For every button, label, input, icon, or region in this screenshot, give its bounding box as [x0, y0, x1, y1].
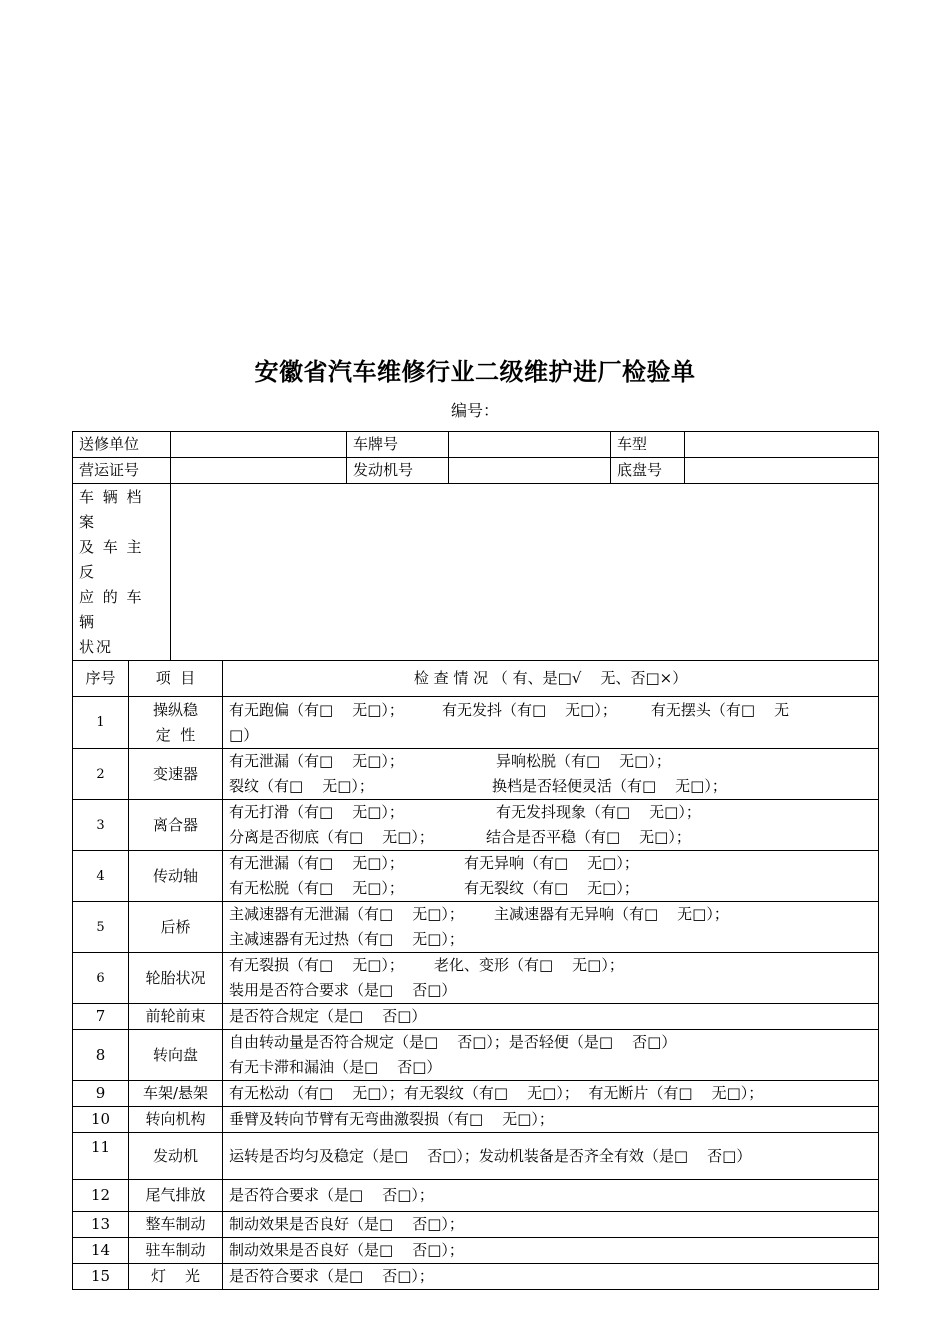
row-number: 1 [73, 697, 129, 749]
check-item-text: 自由转动量是否符合规定（是□ 否□）；是否轻便（是□ 否□） [229, 1033, 677, 1051]
check-item-text: 有无泄漏（有□ 无□）； [229, 854, 404, 872]
check-item-text: 有无松动（有□ 无□）；有无裂纹（有□ 无□）； 有无断片（有□ 无□）； [229, 1084, 764, 1102]
engine-no-field[interactable] [449, 458, 611, 484]
inspection-row [73, 1180, 879, 1212]
row-check-content [223, 1264, 879, 1290]
check-item-text: 主减速器有无泄漏（有□ 无□）； [229, 905, 464, 923]
check-item-text: 有无发抖（有□ 无□）； [441, 700, 617, 719]
row-item [129, 1264, 223, 1290]
check-item-text: 有无裂损（有□ 无□）； [229, 956, 404, 974]
item-line: 尾气排放 [145, 1186, 206, 1204]
item-line: 传动轴 [153, 866, 199, 885]
row-item [129, 1238, 223, 1264]
check-line [229, 749, 872, 774]
inspection-row [73, 1238, 879, 1264]
chassis-no-field[interactable] [685, 458, 879, 484]
row-number: 10 [73, 1107, 129, 1133]
row-number: 4 [73, 851, 129, 902]
check-line [229, 1238, 872, 1263]
check-line [229, 1144, 872, 1169]
row-item [129, 749, 223, 800]
row-check-content [223, 953, 879, 1004]
row-number: 11 [73, 1133, 129, 1180]
row-item [129, 953, 223, 1004]
item-line: 变速器 [153, 764, 199, 783]
inspection-row [73, 1004, 879, 1030]
row-check-content [223, 902, 879, 953]
dossier-line: 状况 [79, 638, 114, 656]
inspection-row [73, 953, 879, 1004]
check-line [229, 978, 872, 1003]
check-item-text: 有无卡滞和漏油（是□ 否□） [229, 1058, 442, 1076]
dossier-line: 车 辆 档 案 [79, 488, 144, 531]
check-item-text: 有无松脱（有□ 无□）； [229, 879, 404, 897]
check-item-text: 是否符合规定（是□ 否□） [229, 1007, 427, 1025]
item-line: 前轮前束 [145, 1007, 206, 1025]
row-item [129, 800, 223, 851]
check-item-text: 是否符合要求（是□ 否□）； [229, 1186, 434, 1204]
check-line [229, 774, 872, 799]
row-number: 5 [73, 902, 129, 953]
row-item [129, 697, 223, 749]
check-line [229, 1107, 872, 1132]
item-line: 操纵稳 [153, 700, 199, 719]
inspection-row [73, 1212, 879, 1238]
row-number: 9 [73, 1081, 129, 1107]
row-item [129, 1081, 223, 1107]
operation-cert-field[interactable] [171, 458, 347, 484]
check-item-text: 主减速器有无过热（有□ 无□）； [229, 930, 464, 948]
inspection-row [73, 697, 879, 749]
check-item-text: 制动效果是否良好（是□ 否□）； [229, 1215, 464, 1233]
row-check-content [223, 1180, 879, 1212]
col-header-no: 序号 [73, 661, 129, 697]
inspection-row [73, 800, 879, 851]
check-item-text: 有无发抖现象（有□ 无□）； [495, 803, 701, 821]
send-unit-field[interactable] [171, 432, 347, 458]
item-line: 转向盘 [153, 1045, 199, 1064]
row-check-content [223, 800, 879, 851]
row-check-content [223, 749, 879, 800]
inspection-row [73, 749, 879, 800]
check-line [229, 902, 872, 927]
check-line [229, 953, 872, 978]
plate-no-field[interactable] [449, 432, 611, 458]
check-line [229, 723, 872, 748]
row-number: 8 [73, 1030, 129, 1081]
check-line [229, 698, 872, 723]
check-item-text: □） [229, 725, 259, 744]
row-number: 7 [73, 1004, 129, 1030]
dossier-line: 及 车 主 反 [79, 538, 144, 581]
check-item-text: 是否符合要求（是□ 否□）； [229, 1267, 434, 1285]
item-line: 整车制动 [145, 1215, 206, 1233]
check-item-text: 制动效果是否良好（是□ 否□）； [229, 1241, 464, 1259]
check-line [229, 1212, 872, 1237]
col-header-item: 项 目 [129, 661, 223, 697]
check-item-text: 分离是否彻底（有□ 无□）； [229, 828, 434, 846]
check-item-text: 有无摆头（有□ 无 [650, 700, 790, 719]
row-number: 14 [73, 1238, 129, 1264]
inspection-row [73, 1030, 879, 1081]
vehicle-dossier-label [73, 484, 171, 661]
item-line: 后桥 [160, 917, 191, 936]
item-line: 离合器 [153, 815, 199, 834]
row-number: 2 [73, 749, 129, 800]
row-item [129, 1212, 223, 1238]
check-item-text: 运转是否均匀及稳定（是□ 否□）；发动机装备是否齐全有效（是□ 否□） [229, 1146, 752, 1165]
row-check-content [223, 1004, 879, 1030]
check-item-text: 换档是否轻便灵活（有□ 无□）； [491, 777, 727, 795]
inspection-row [73, 1081, 879, 1107]
check-line [229, 1264, 872, 1289]
check-line [229, 825, 872, 850]
send-unit-label: 送修单位 [73, 432, 171, 458]
inspection-row [73, 1133, 879, 1180]
row-check-content [223, 1030, 879, 1081]
row-item [129, 1180, 223, 1212]
inspection-row [73, 902, 879, 953]
check-item-text: 异响松脱（有□ 无□）； [495, 752, 671, 770]
check-line [229, 800, 872, 825]
check-item-text: 有无裂纹（有□ 无□）； [463, 879, 639, 897]
row-check-content [223, 1107, 879, 1133]
row-check-content [223, 1238, 879, 1264]
check-line [229, 1004, 872, 1029]
row-number: 13 [73, 1212, 129, 1238]
row-number: 3 [73, 800, 129, 851]
car-model-field[interactable] [685, 432, 879, 458]
inspection-row [73, 851, 879, 902]
row-check-content [223, 1081, 879, 1107]
row-item [129, 902, 223, 953]
form-title: 安徽省汽车维修行业二级维护进厂检验单 [254, 358, 696, 386]
check-line [229, 1081, 872, 1106]
engine-no-label: 发动机号 [347, 458, 449, 484]
row-number: 6 [73, 953, 129, 1004]
item-line: 灯 光 [150, 1267, 201, 1285]
check-item-text: 裂纹（有□ 无□）； [229, 777, 374, 795]
item-line: 定 性 [155, 725, 196, 744]
check-item-text: 主减速器有无异响（有□ 无□）； [493, 905, 729, 923]
check-line [229, 1030, 872, 1055]
check-line [229, 1183, 872, 1208]
check-item-text: 有无打滑（有□ 无□）； [229, 803, 404, 821]
serial-number-label: 编号： [450, 401, 499, 420]
check-item-text: 老化、变形（有□ 无□）； [433, 956, 624, 974]
check-line [229, 851, 872, 876]
row-check-content [223, 1133, 879, 1180]
plate-no-label: 车牌号 [347, 432, 449, 458]
operation-cert-label: 营运证号 [73, 458, 171, 484]
check-item-text: 有无异响（有□ 无□）； [463, 854, 639, 872]
check-item-text: 结合是否平稳（有□ 无□）； [485, 828, 691, 846]
item-line: 转向机构 [145, 1110, 206, 1128]
check-line [229, 876, 872, 901]
row-item [129, 1107, 223, 1133]
row-item [129, 851, 223, 902]
item-line: 轮胎状况 [145, 968, 206, 987]
row-number: 12 [73, 1180, 129, 1212]
row-item [129, 1004, 223, 1030]
check-item-text: 装用是否符合要求（是□ 否□） [229, 981, 457, 999]
item-line: 发动机 [153, 1146, 199, 1165]
car-model-label: 车型 [611, 432, 685, 458]
vehicle-dossier-field[interactable] [171, 484, 879, 661]
inspection-row [73, 1264, 879, 1290]
inspection-table [72, 431, 879, 1290]
check-item-text: 有无跑偏（有□ 无□）； [229, 700, 404, 719]
row-check-content [223, 1212, 879, 1238]
row-item [129, 1133, 223, 1180]
dossier-line: 应 的 车 辆 [79, 588, 144, 631]
row-check-content [223, 851, 879, 902]
col-header-check: 检 查 情 况 （ 有、是□√ 无、否□×） [223, 661, 879, 697]
chassis-no-label: 底盘号 [611, 458, 685, 484]
row-check-content [223, 697, 879, 749]
check-item-text: 有无泄漏（有□ 无□）； [229, 752, 404, 770]
check-line [229, 927, 872, 952]
row-number: 15 [73, 1264, 129, 1290]
row-item [129, 1030, 223, 1081]
check-item-text: 垂臂及转向节臂有无弯曲激裂损（有□ 无□）； [229, 1110, 554, 1128]
inspection-row [73, 1107, 879, 1133]
item-line: 驻车制动 [145, 1241, 206, 1259]
check-line [229, 1055, 872, 1080]
item-line: 车架/悬架 [142, 1084, 209, 1102]
